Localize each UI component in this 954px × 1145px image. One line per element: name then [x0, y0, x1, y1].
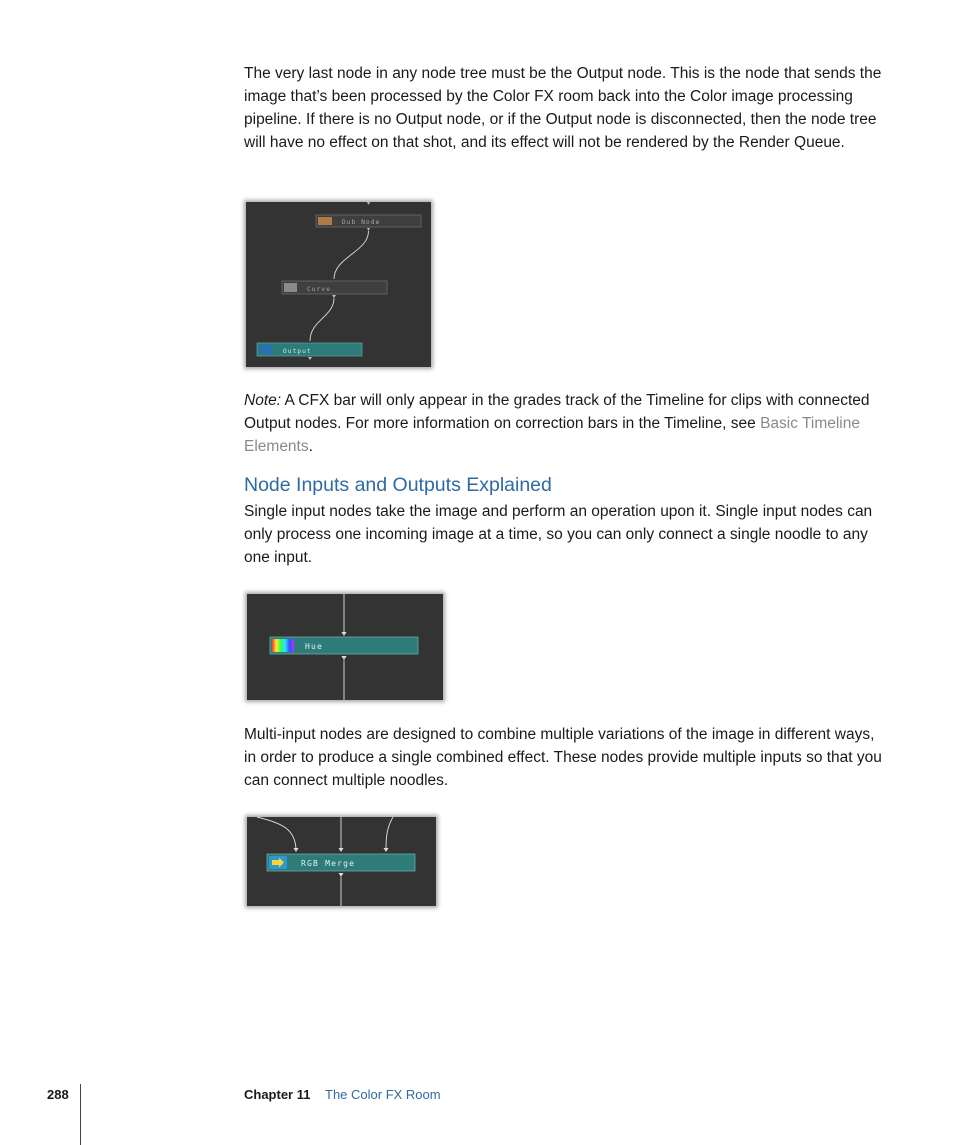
multi-input-paragraph: Multi-input nodes are designed to combine multiple variations of the image in different ways, in order to produce a single combined effect. These nodes provide multiple inputs so that you can connect multiple noodles. — [244, 726, 882, 789]
rgb-merge-node-diagram — [247, 817, 436, 906]
dub-node-icon — [318, 217, 332, 225]
section-heading: Node Inputs and Outputs Explained — [244, 474, 552, 496]
curve-node-box — [282, 281, 387, 294]
multi-input-node-screenshot — [247, 817, 436, 906]
noodle-dub-to-curve — [334, 231, 369, 279]
noodle-curve-to-output — [310, 298, 334, 341]
node-tree-diagram — [246, 202, 431, 367]
input-arrow-center — [339, 848, 344, 852]
input-arrow-right — [384, 848, 389, 852]
input-noodle-left — [257, 817, 296, 849]
curve-node-label: Curve — [307, 286, 332, 293]
hue-node-label: Hue — [305, 642, 324, 651]
footer-divider — [80, 1084, 81, 1145]
note-label: Note: — [244, 392, 282, 409]
curve-output-arrow — [332, 295, 336, 298]
single-input-paragraph: Single input nodes take the image and perform an operation upon it. Single input nodes can only process one incoming image at a time, so you can only connect a single noodle to any one input. — [244, 503, 873, 566]
node-tree-screenshot — [246, 202, 431, 367]
intro-paragraph: The very last node in any node tree must be the Output node. This is the node that sends the image that’s been processed by the Color FX room back into the Color image processing pipeline. If there is no Output node, or if the Output node is disconnected, then the node tree will have no effect on that shot, and its effect will not be rendered by the Render Queue. — [244, 65, 882, 151]
dub-output-arrow — [367, 228, 370, 231]
note-paragraph — [244, 389, 884, 458]
curve-node-icon — [284, 283, 297, 292]
basic-timeline-elements-link[interactable]: Basic Timeline Elements — [244, 415, 860, 455]
input-noodle-right — [386, 817, 393, 849]
chapter-title-link[interactable]: The Color FX Room — [325, 1087, 441, 1102]
dub-input-arrow — [367, 202, 370, 205]
input-arrow — [342, 632, 347, 636]
output-arrow — [339, 873, 344, 877]
chapter-label: Chapter 11 — [244, 1087, 311, 1102]
page-number: 288 — [47, 1087, 69, 1102]
output-node-icon — [259, 345, 272, 354]
rgb-merge-node-label: RGB Merge — [301, 859, 356, 868]
output-node-label: Output — [283, 348, 312, 355]
note-text: A CFX bar will only appear in the grades track of the Timeline for clips with connected Output nodes. For more information on correction bars in the Timeline, see — [244, 392, 870, 432]
dub-node-label: Dub Node — [342, 219, 381, 226]
input-arrow-left — [294, 848, 299, 852]
single-input-node-screenshot — [247, 594, 443, 700]
output-arrow — [342, 656, 347, 660]
hue-node-icon — [272, 639, 294, 652]
note-end: . — [308, 438, 313, 455]
output-arrow — [308, 357, 312, 360]
hue-node-diagram — [247, 594, 443, 700]
